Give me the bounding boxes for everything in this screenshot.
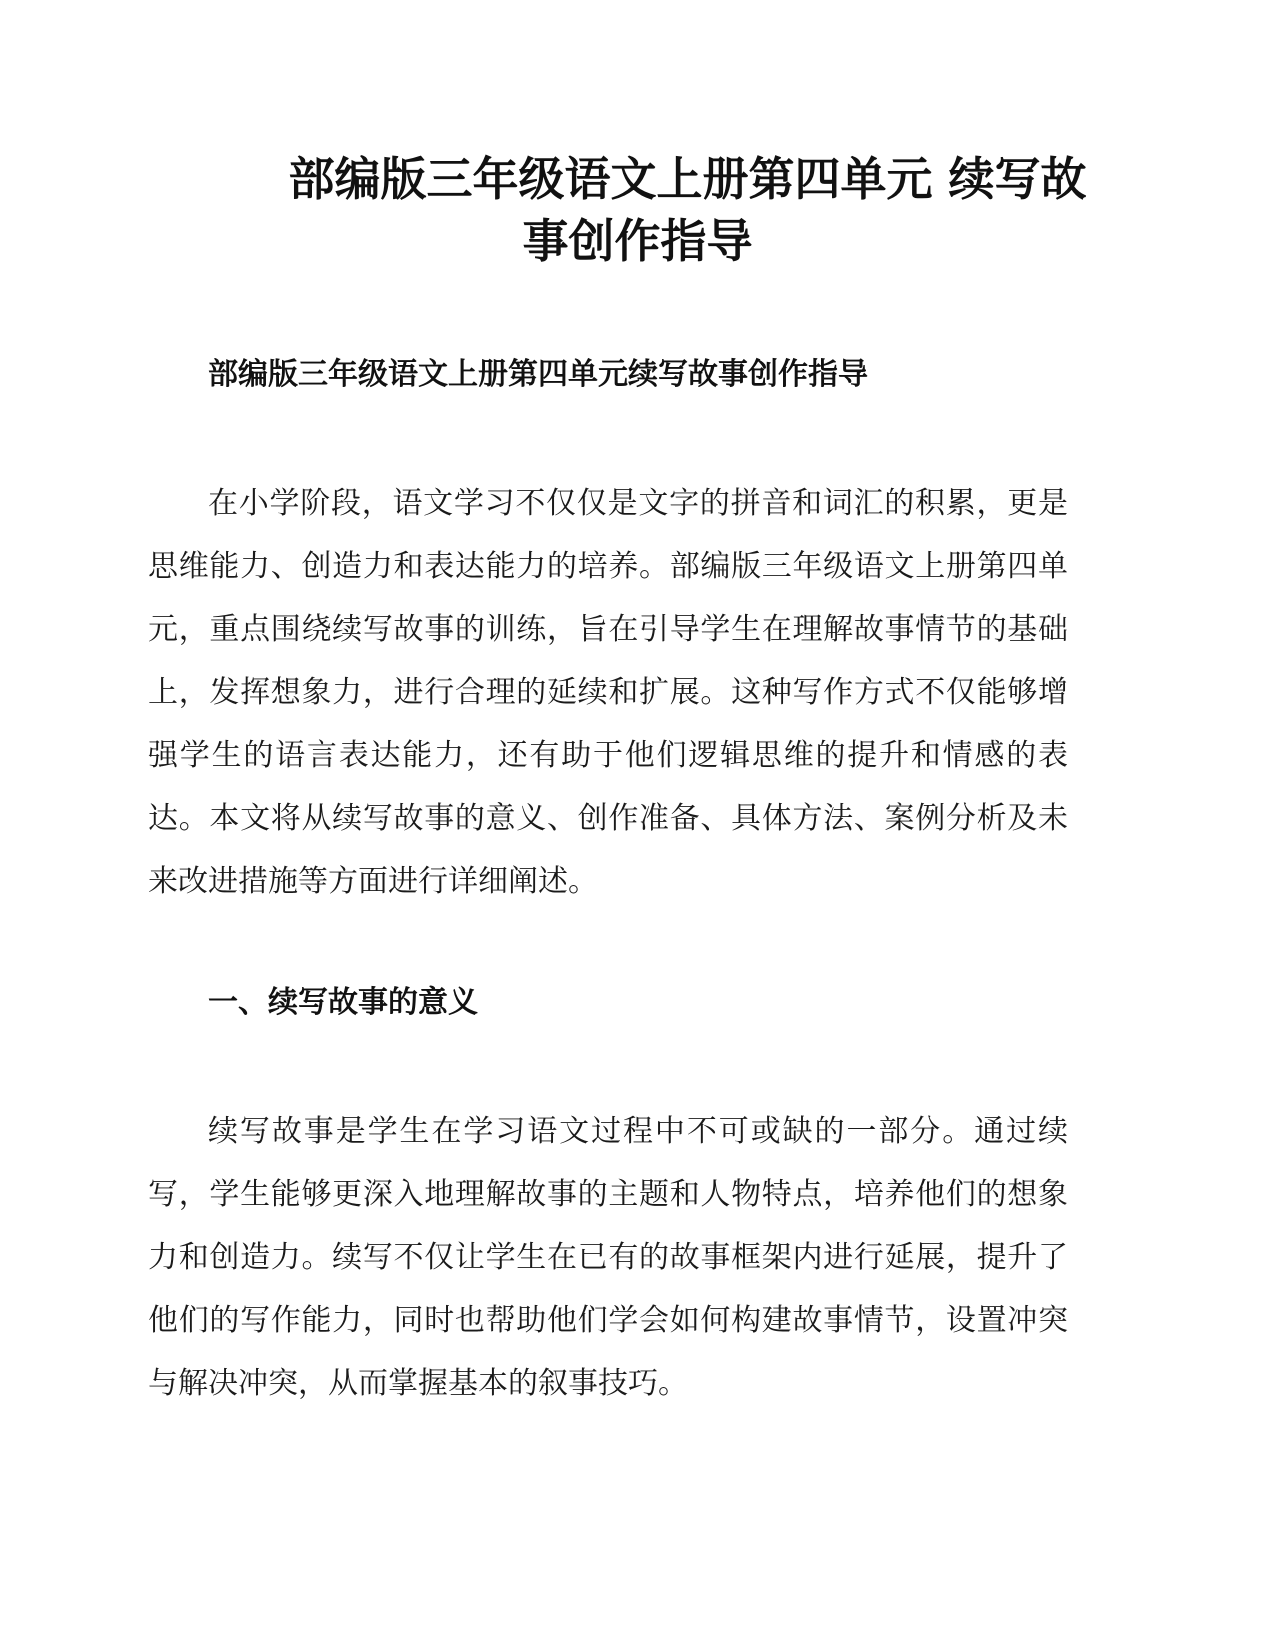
section-1-heading: 一、续写故事的意义 [208, 985, 478, 1020]
document-subtitle: 部编版三年级语文上册第四单元续写故事创作指导 [208, 357, 868, 392]
document-title-line-2: 事创作指导 [522, 214, 753, 268]
intro-paragraph: 在小学阶段，语文学习不仅仅是文字的拼音和词汇的积累，更是思维能力、创造力和表达能力的培养。部编版三年级语文上册第四单元，重点围绕续写故事的训练，旨在引导学生在理解故事情节的基础上，发挥想象力，进行合理的延续和扩展。这种写作方式不仅能够增强学生的语言表达能力，还有助于他们逻辑思维的提升和情感的表达。本文将从续写故事的意义、创作准备、具体方法、案例分析及未来改进措施等方面进行详细阐述。 [148, 486, 1068, 899]
document-title-line-1: 部编版三年级语文上册第四单元 续写故 [288, 152, 1087, 206]
document-title [0, 148, 1275, 272]
section-1-paragraph: 续写故事是学生在学习语文过程中不可或缺的一部分。通过续写，学生能够更深入地理解故事的主题和人物特点，培养他们的想象力和创造力。续写不仅让学生在已有的故事框架内进行延展，提升了他们的写作能力，同时也帮助他们学会如何构建故事情节，设置冲突与解决冲突，从而掌握基本的叙事技巧。 [148, 1114, 1068, 1401]
